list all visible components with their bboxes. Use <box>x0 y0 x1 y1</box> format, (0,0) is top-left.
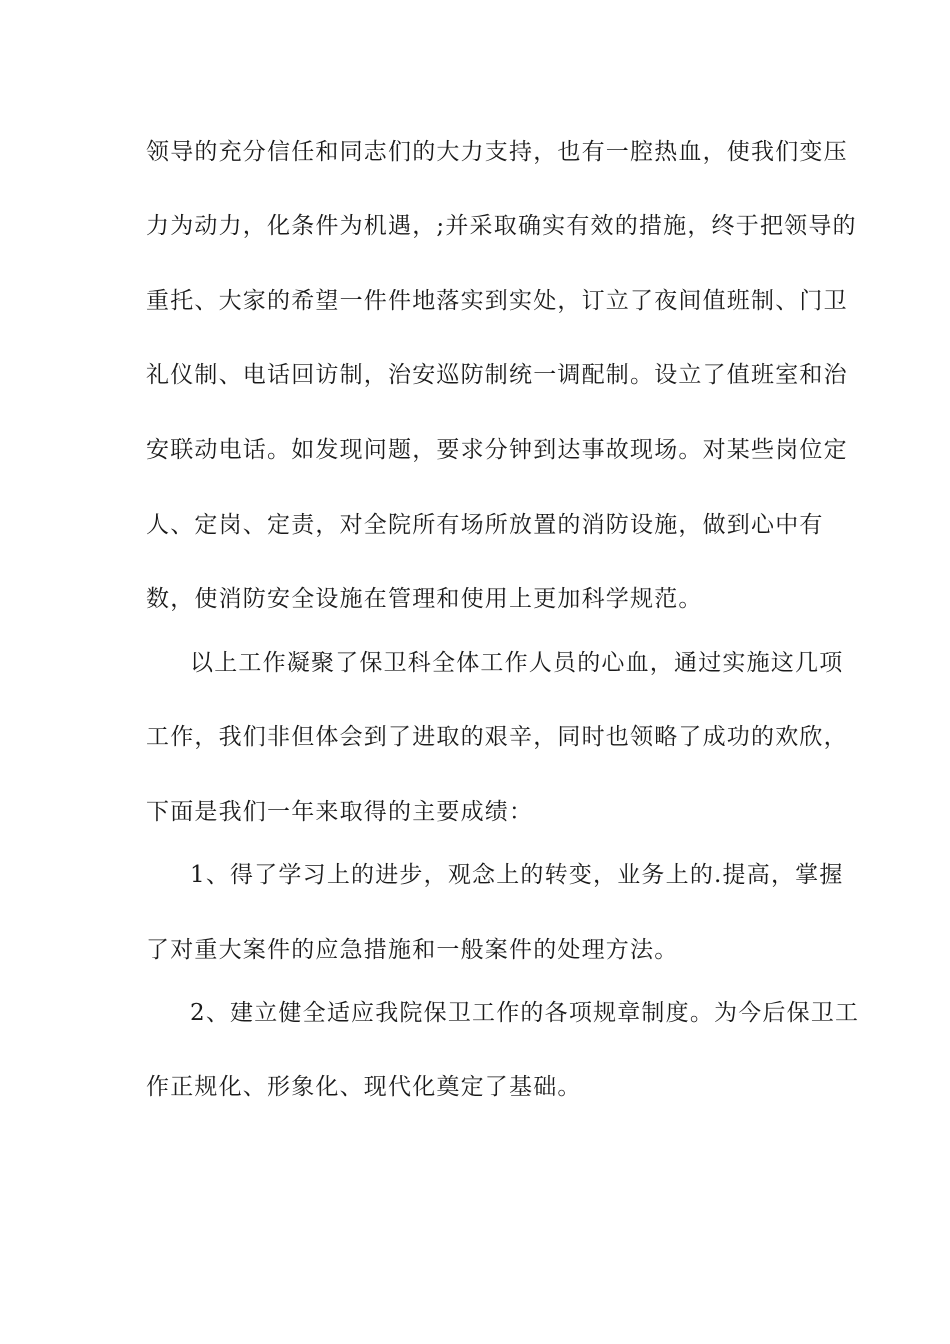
text-line: 了对重大案件的应急措施和一般案件的处理方法。 <box>146 937 679 963</box>
text-line: 作正规化、形象化、现代化奠定了基础。 <box>146 1074 582 1100</box>
text-line: 数，使消防安全设施在管理和使用上更加科学规范。 <box>146 586 703 612</box>
text-line: 以上工作凝聚了保卫科全体工作人员的心血，通过实施这几项 <box>190 650 844 676</box>
text-line: 2、建立健全适应我院保卫工作的各项规章制度。为今后保卫工 <box>190 1000 860 1026</box>
text-line: 安联动电话。如发现问题，要求分钟到达事故现场。对某些岗位定 <box>146 437 848 463</box>
text-line: 力为动力，化条件为机遇，;并采取确实有效的措施，终于把领导的 <box>146 213 857 239</box>
text-line: 工作，我们非但体会到了进取的艰辛，同时也领略了成功的欢欣， <box>146 724 848 750</box>
text-line: 人、定岗、定责，对全院所有场所放置的消防设施，做到心中有 <box>146 512 824 538</box>
text-line: 礼仪制、电话回访制，治安巡防制统一调配制。设立了值班室和治 <box>146 362 848 388</box>
text-line: 下面是我们一年来取得的主要成绩： <box>146 799 534 825</box>
text-line: 1、得了学习上的进步，观念上的转变，业务上的.提高，掌握 <box>190 862 844 888</box>
text-line: 重托、大家的希望一件件地落实到实处，订立了夜间值班制、门卫 <box>146 288 848 314</box>
text-line: 领导的充分信任和同志们的大力支持，也有一腔热血，使我们变压 <box>146 139 848 165</box>
